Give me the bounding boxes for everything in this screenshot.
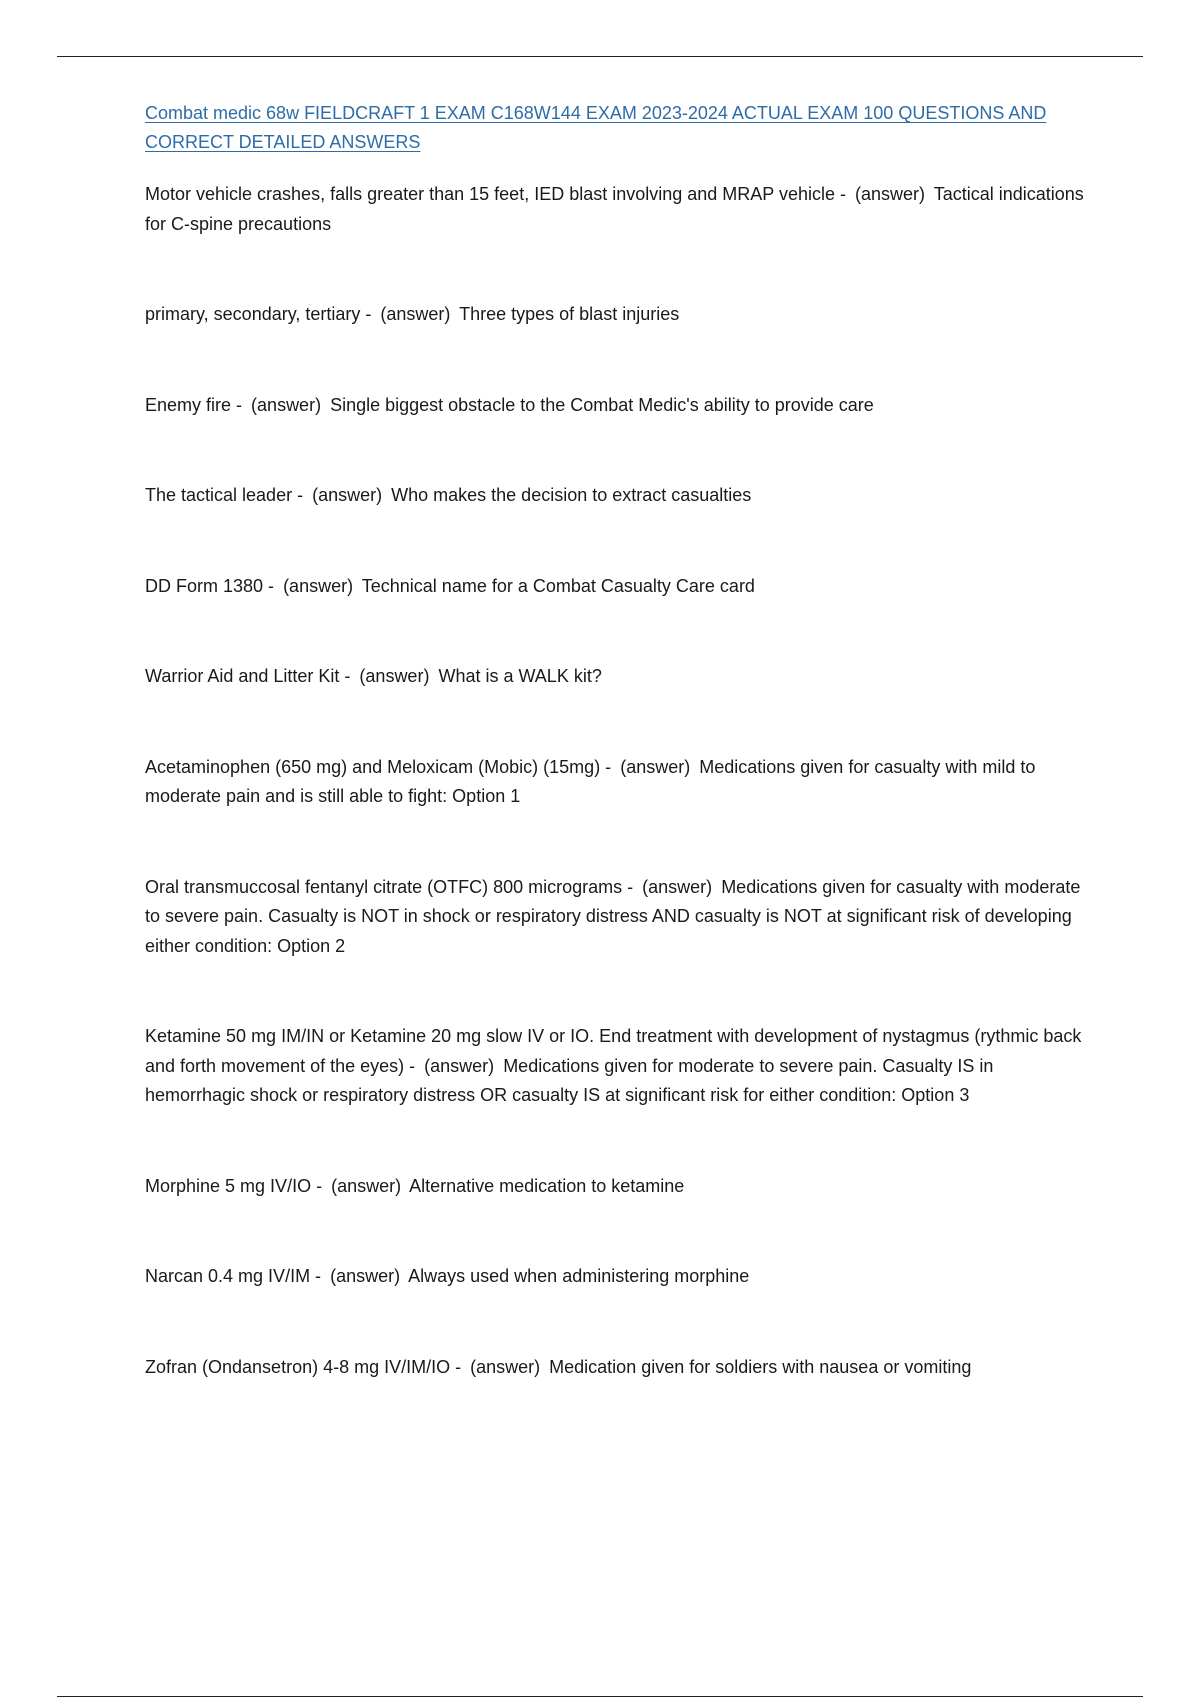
qa-item — [145, 391, 1095, 421]
answer-marker: (answer) — [330, 1266, 401, 1286]
qa-item — [145, 753, 1095, 812]
qa-term: Zofran (Ondansetron) 4-8 mg IV/IM/IO - — [145, 1356, 462, 1377]
qa-term: Morphine 5 mg IV/IO - — [145, 1175, 323, 1196]
answer-marker: (answer) — [642, 876, 713, 897]
document-body — [145, 99, 1095, 1382]
qa-term: Oral transmuccosal fentanyl citrate (OTFC) 800 micrograms - — [145, 876, 634, 897]
qa-definition: Medications given for casualty with moderate to severe pain. Casualty is NOT in shock or respiratory distress AND casualty is NOT at significant risk of developing either condition: Option 2 — [145, 876, 1081, 956]
qa-term: The tactical leader - — [145, 485, 304, 505]
qa-term: Ketamine 50 mg IM/IN or Ketamine 20 mg slow IV or IO. End treatment with development of nystagmus (rythmic back and forth movement of the eyes) - — [145, 1026, 1082, 1076]
qa-item — [145, 1353, 1095, 1383]
qa-term: primary, secondary, tertiary - — [145, 304, 372, 324]
qa-term: Enemy fire - — [145, 394, 243, 415]
qa-item — [145, 662, 1095, 692]
answer-marker: (answer) — [380, 304, 451, 324]
answer-marker: (answer) — [855, 184, 926, 204]
qa-definition: Tactical indications for C-spine precautions — [145, 184, 1084, 234]
qa-item — [145, 572, 1095, 602]
qa-item — [145, 300, 1095, 330]
document-title-link[interactable]: Combat medic 68w FIELDCRAFT 1 EXAM C168W144 EXAM 2023-2024 ACTUAL EXAM 100 QUESTIONS AND CORRECT DETAILED ANSWERS — [145, 103, 1047, 152]
qa-term: Acetaminophen (650 mg) and Meloxicam (Mobic) (15mg) - — [145, 756, 612, 777]
qa-item — [145, 1262, 1095, 1292]
qa-definition: Medication given for soldiers with nausea or vomiting — [549, 1356, 972, 1377]
top-divider — [57, 56, 1143, 57]
qa-item — [145, 1022, 1095, 1111]
qa-definition: Always used when administering morphine — [408, 1266, 750, 1286]
answer-marker: (answer) — [359, 666, 430, 686]
qa-definition: Single biggest obstacle to the Combat Medic's ability to provide care — [330, 394, 874, 415]
qa-definition: Who makes the decision to extract casualties — [391, 485, 752, 505]
qa-definition: Alternative medication to ketamine — [409, 1175, 685, 1196]
bottom-divider — [57, 1696, 1143, 1697]
answer-marker: (answer) — [251, 394, 322, 415]
answer-marker: (answer) — [331, 1175, 402, 1196]
qa-item — [145, 180, 1095, 239]
qa-term: Motor vehicle crashes, falls greater than 15 feet, IED blast involving and MRAP vehicle - — [145, 184, 847, 204]
qa-item — [145, 481, 1095, 511]
qa-term: Narcan 0.4 mg IV/IM - — [145, 1266, 322, 1286]
qa-definition: Medications given for moderate to severe pain. Casualty IS in hemorrhagic shock or respiratory distress OR casualty IS at significant risk for either condition: Option 3 — [145, 1055, 994, 1105]
answer-marker: (answer) — [283, 575, 354, 596]
qa-definition: What is a WALK kit? — [438, 666, 602, 686]
qa-item — [145, 1172, 1095, 1202]
answer-marker: (answer) — [424, 1055, 495, 1076]
qa-definition: Technical name for a Combat Casualty Care card — [361, 575, 755, 596]
answer-marker: (answer) — [620, 756, 691, 777]
answer-marker: (answer) — [470, 1356, 541, 1377]
qa-term: DD Form 1380 - — [145, 575, 275, 596]
qa-term: Warrior Aid and Litter Kit - — [145, 666, 351, 686]
qa-definition: Three types of blast injuries — [459, 304, 680, 324]
answer-marker: (answer) — [312, 485, 383, 505]
qa-item — [145, 873, 1095, 962]
qa-definition: Medications given for casualty with mild to moderate pain and is still able to fight: Option 1 — [145, 756, 1036, 806]
